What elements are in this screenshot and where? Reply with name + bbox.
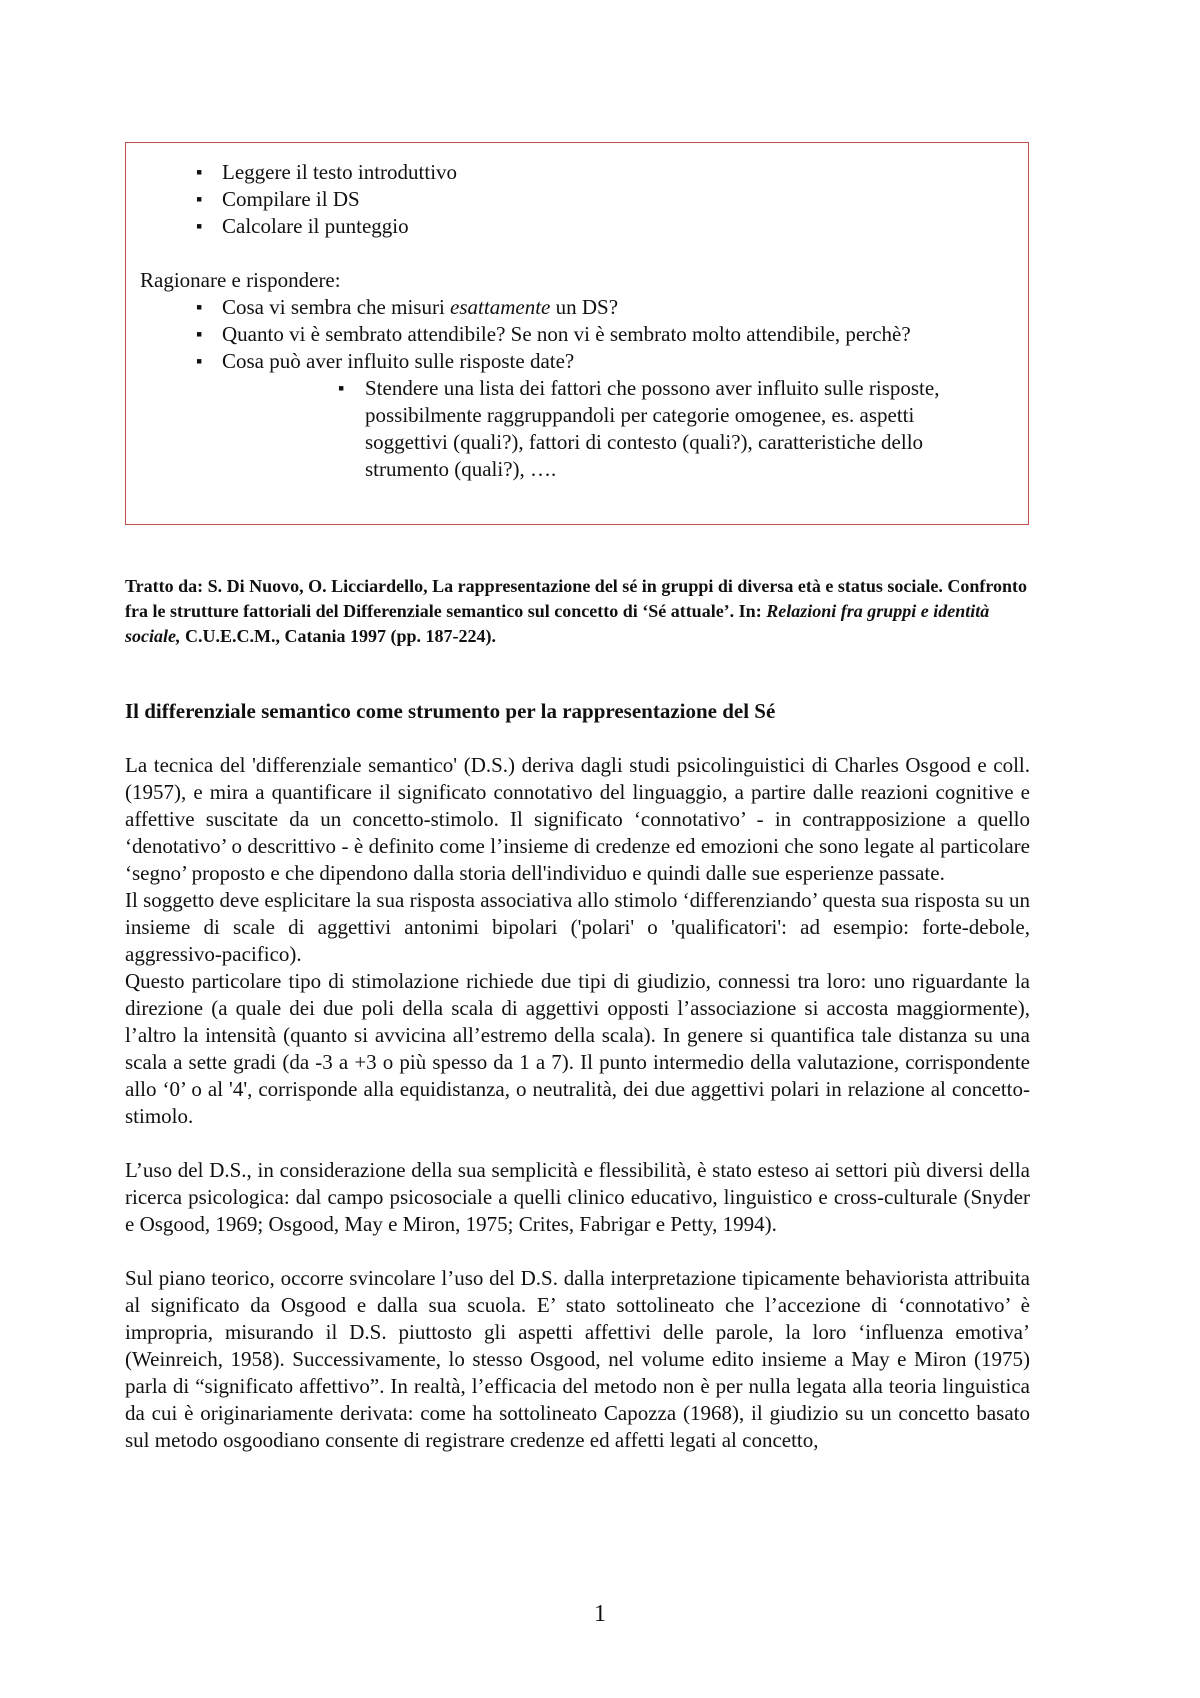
body-text: [125, 752, 1030, 1454]
question-text: Cosa vi sembra che misuri: [222, 295, 451, 319]
task-item: ▪ Leggere il testo introduttivo: [140, 159, 1014, 186]
source-citation: [125, 574, 1030, 649]
paragraph: La tecnica del 'differenziale semantico' (D.S.) deriva dagli studi psicolinguistici di Charles Osgood e coll. (1957), e mira a quantificare il significato connotativo del linguaggio, a partire dalle reazioni cognitive e affettive suscitate da un concetto-stimolo. Il significato ‘connotativo’ - in contrapposizione a quello ‘denotativo’ o descrittivo - è definito come l’insieme di credenze ed emozioni che sono legate al particolare ‘segno’ proposto e che dipendono dalla storia dell'individuo e quindi dalle sue esperienze passate.: [125, 753, 1030, 885]
question-subitem: ▪ Stendere una lista dei fattori che possono aver influito sulle risposte, possibilmente raggruppandoli per categorie omogenee, es. aspetti soggettivi (quali?), fattori di contesto (quali?), caratteristiche dello strumento (quali?), ….: [140, 375, 1014, 483]
question-item: ▪ Cosa può aver influito sulle risposte date?: [140, 348, 1014, 375]
paragraph: Sul piano teorico, occorre svincolare l’uso del D.S. dalla interpretazione tipicamente behaviorista attribuita al significato da Osgood e dalla sua scuola. E’ stato sottolineato che l’accezione di ‘connotativo’ è impropria, misurando il D.S. piuttosto gli aspetti affettivi delle parole, la loro ‘influenza emotiva’ (Weinreich, 1958). Successivamente, lo stesso Osgood, nel volume edito insieme a May e Miron (1975) parla di “significato affettivo”. In realtà, l’efficacia del metodo non è per nulla legata alla teoria linguistica da cui è originariamente derivata: come ha sottolineato Capozza (1968), il giudizio su un concetto basato sul metodo osgoodiano consente di registrare credenze ed affetti legati al concetto,: [125, 1266, 1030, 1452]
citation-tail: C.U.E.C.M., Catania 1997 (pp. 187-224).: [180, 626, 497, 646]
paragraph: L’uso del D.S., in considerazione della sua semplicità e flessibilità, è stato esteso ai settori più diversi della ricerca psicologica: dal campo psicosociale a quelli clinico educativo, linguistico e cross-culturale (Snyder e Osgood, 1969; Osgood, May e Miron, 1975; Crites, Fabrigar e Petty, 1994).: [125, 1158, 1030, 1236]
task-box: [125, 142, 1029, 525]
paragraph: Il soggetto deve esplicitare la sua risposta associativa allo stimolo ‘differenziando’ questa sua risposta su un insieme di scale di aggettivi antonimi bipolari ('polari' o 'qualificatori': ad esempio: forte-debole, aggressivo-pacifico).: [125, 888, 1030, 966]
question-text: un DS?: [550, 295, 619, 319]
section-heading: Il differenziale semantico come strumento per la rappresentazione del Sé: [125, 699, 776, 723]
paragraph: Questo particolare tipo di stimolazione richiede due tipi di giudizio, connessi tra loro: uno riguardante la direzione (a quale dei due poli della scala di aggettivi opposti l’associazione si accosta maggiormente), l’altro la intensità (quanto si avvicina all’estremo della scala). In genere si quantifica tale distanza su una scala a sette gradi (da -3 a +3 o più spesso da 1 a 7). Il punto intermedio della valutazione, corrispondente allo ‘0’ o al '4', corrisponde alla equidistanza, o neutralità, dei due aggettivi polari in relazione al concetto-stimolo.: [125, 969, 1030, 1128]
citation-text: Tratto da: S. Di Nuovo, O. Licciardello, La rappresentazione del sé in gruppi di diversa età e status sociale. Confronto fra le strutture fattoriali del Differenziale semantico sul concetto di ‘Sé attuale’. In:: [125, 576, 1027, 621]
question-emphasis: esattamente: [450, 295, 551, 319]
task-item: ▪ Calcolare il punteggio: [140, 213, 1014, 240]
task-box-content: [140, 159, 1014, 483]
question-item: [140, 294, 1014, 321]
citation-book-title: Relazioni fra gruppi e identità sociale,: [125, 601, 990, 646]
task-item: ▪ Compilare il DS: [140, 186, 1014, 213]
page-number: 1: [594, 1601, 606, 1627]
task-intro: Ragionare e rispondere:: [140, 268, 341, 292]
question-item: ▪ Quanto vi è sembrato attendibile? Se non vi è sembrato molto attendibile, perchè?: [140, 321, 1014, 348]
